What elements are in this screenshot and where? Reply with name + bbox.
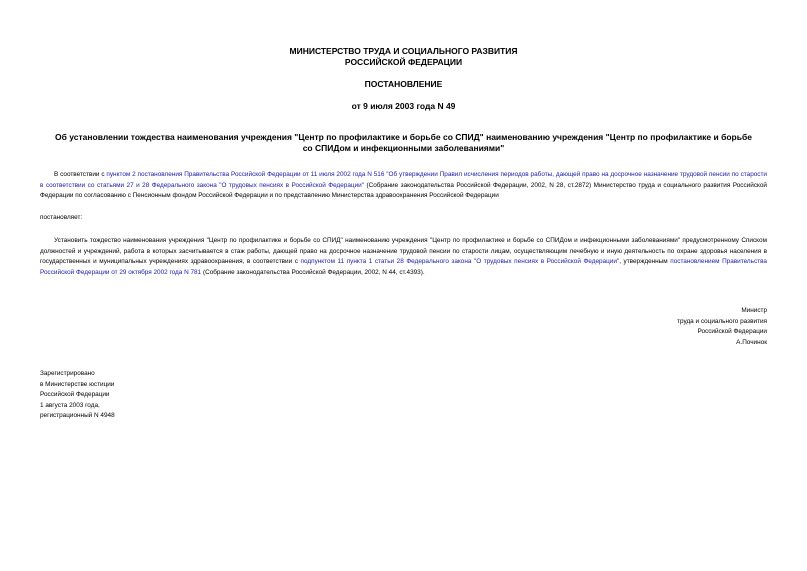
ministry-heading <box>40 46 767 67</box>
document-date-number: от 9 июля 2003 года N 49 <box>351 101 456 111</box>
operative-text-end: (Собрание законодательства Российской Федерации, 2002, N 44, ст.4393). <box>201 268 425 276</box>
document-type: ПОСТАНОВЛЕНИЕ <box>364 79 443 89</box>
link-government-decree-516[interactable]: пунктом 2 постановления Правительства Российской Федерации от 11 июля 2002 года N 516 "Об утверждении Правил исчисления периодов работы, дающей право на досрочное назначение трудовой пенсии по старости в соответствии со статьями 27 и 28 Федерального закона "О трудовых пенсиях в Российской Федерации" <box>40 171 767 189</box>
operative-text-middle: , утвержденным <box>619 258 671 265</box>
signature-line4: А.Починок <box>736 338 767 346</box>
document-title-line2: со СПИДом и инфекционными заболеваниями" <box>302 143 505 153</box>
signature-block <box>677 306 767 348</box>
registration-line5: регистрационный N 4948 <box>40 412 115 419</box>
ministry-heading-line1: МИНИСТЕРСТВО ТРУДА И СОЦИАЛЬНОГО РАЗВИТИЯ <box>289 46 518 56</box>
link-federal-law-article-28[interactable]: подпунктом 11 пункта 1 статьи 28 Федерального закона "О трудовых пенсиях в Российской Федерации" <box>300 258 620 265</box>
document-title-line1: Об установлении тождества наименования учреждения "Центр по профилактике и борьбе со СПИД" наименованию учреждения "Центр по профилактике и борьбе <box>55 132 752 142</box>
registration-line1: Зарегистрировано <box>40 370 95 377</box>
preamble-paragraph <box>40 170 767 202</box>
signature-line1: Министр <box>741 307 767 314</box>
operative-paragraph <box>40 236 767 278</box>
ministry-heading-line2: РОССИЙСКОЙ ФЕДЕРАЦИИ <box>344 56 463 67</box>
signature-line2: труда и социального развития <box>677 317 767 325</box>
preamble-text-end: (Собрание законодательства Российской Федерации, 2002, N 28, ст.2872) Министерство труда и социального развития Российской Федерации по согласованию с Пенсионным фондом Российской Федерации и по представлению Министерства здравоохранения Российской Федерации <box>40 181 767 199</box>
registration-block <box>40 369 115 422</box>
registration-line2: в Министерстве юстиции <box>40 380 115 388</box>
operative-text-start: Установить тождество наименования учреждения "Центр по профилактике и борьбе со СПИД" наименованию учреждения "Центр по профилактике и борьбе со СПИДом и инфекционными заболеваниями" предусмотренному Списком должностей и учреждений, работа в которых засчитывается в стаж работы, дающей право на досрочное назначение трудовой пенсии по старости лицам, осуществляющим лечебную и иную деятельность по охране здоровья населения в государственных и муниципальных учреждениях здравоохранения, в соответствии с <box>40 237 767 265</box>
resolves-paragraph: постановляет: <box>40 214 83 221</box>
link-government-decree-781[interactable]: постановлением Правительства Российской Федерации от 29 октября 2002 года N 781 <box>40 258 767 276</box>
signature-line3: Российской Федерации <box>697 328 767 335</box>
document-title <box>40 132 767 154</box>
registration-line4: 1 августа 2003 года, <box>40 401 100 409</box>
registration-line3: Российской Федерации <box>40 391 110 398</box>
preamble-text-start: В соответствии с <box>54 171 107 178</box>
